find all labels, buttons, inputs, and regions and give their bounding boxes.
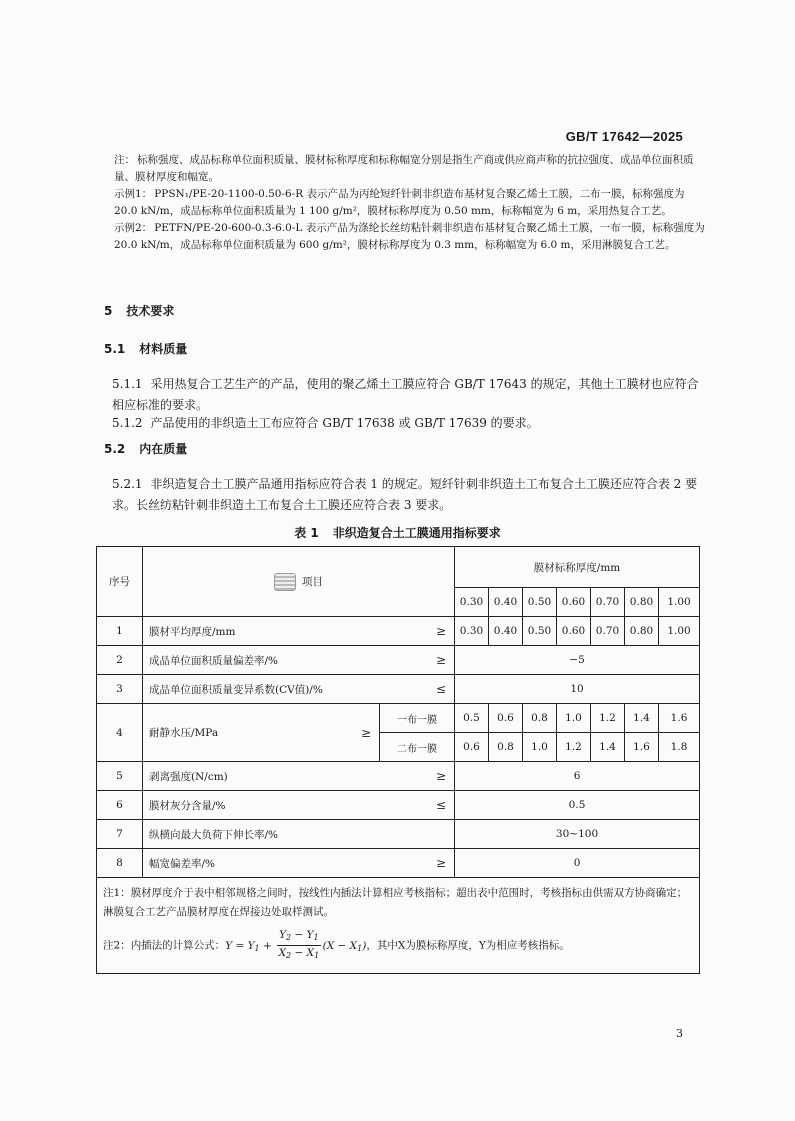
header-item xyxy=(143,547,455,617)
row-value: 1.2 xyxy=(591,704,625,733)
row-item-label: 幅宽偏差率/% xyxy=(149,857,216,870)
thickness-cell: 0.40 xyxy=(489,588,523,617)
row-value: 1.00 xyxy=(659,617,700,646)
row-item xyxy=(143,675,455,704)
row-value: 0.8 xyxy=(489,733,523,762)
section-number: 5.2 xyxy=(104,442,126,456)
row-value: 0.50 xyxy=(523,617,557,646)
row-value: 0.70 xyxy=(591,617,625,646)
clause-text: 非织造复合土工膜产品通用指标应符合表 1 的规定。短纤针刺非织造土工布复合土工膜还应符合表 2 要求。长丝纺粘针刺非织造土工布复合土工膜还应符合表 3 要求。 xyxy=(112,477,698,512)
row-value: 1.6 xyxy=(659,704,700,733)
table-notes-row xyxy=(97,878,700,974)
example1-paragraph xyxy=(114,186,706,220)
row-operator: ≤ xyxy=(435,798,446,812)
clause-5-1-2 xyxy=(112,413,708,434)
row-item-label: 膜材平均厚度/mm xyxy=(149,625,236,638)
row-item-label: 纵横向最大负荷下伸长率/% xyxy=(149,828,279,841)
row-operator: ≥ xyxy=(360,725,371,740)
formula-sub: 2 xyxy=(286,951,292,960)
clause-number: 5.2.1 xyxy=(112,477,143,491)
clause-5-2-1 xyxy=(112,474,708,516)
formula-term: Y xyxy=(279,929,287,941)
clause-text: 采用热复合工艺生产的产品，使用的聚乙烯土工膜应符合 GB/T 17643 的规定，其他土工膜材也应符合相应标准的要求。 xyxy=(112,377,699,412)
row-item xyxy=(143,762,455,791)
row-operator: ≥ xyxy=(435,653,446,667)
thickness-cell: 1.00 xyxy=(659,588,700,617)
thickness-cell: 0.80 xyxy=(625,588,659,617)
example2-paragraph xyxy=(114,220,706,254)
note2-suffix: ，其中X为膜标称厚度，Y为相应考核指标。 xyxy=(366,939,570,952)
formula-term: X xyxy=(278,947,287,959)
formula xyxy=(225,929,367,960)
clause-number: 5.1.2 xyxy=(112,416,143,430)
section-number: 5.1 xyxy=(104,342,126,356)
section-5-2-heading xyxy=(104,440,187,457)
row-item-label: 膜材灰分含量/% xyxy=(149,799,226,812)
row-item xyxy=(143,820,455,849)
table-row xyxy=(97,617,700,646)
row-value: 0 xyxy=(455,849,700,878)
standard-code: GB/T 17642—2025 xyxy=(565,129,683,144)
note1-label: 注1： xyxy=(103,887,131,899)
row-value: 1.8 xyxy=(659,733,700,762)
header-seq: 序号 xyxy=(97,547,143,617)
note-label: 注： xyxy=(114,154,135,166)
section-5-1-heading xyxy=(104,340,187,357)
row-value: 0.80 xyxy=(625,617,659,646)
row-item-label: 成品单位面积质量偏差率/% xyxy=(149,654,279,667)
clause-text: 产品使用的非织造土工布应符合 GB/T 17638 或 GB/T 17639 的要求。 xyxy=(150,416,539,430)
formula-sub: 1 xyxy=(314,951,320,960)
row-item-label: 剥离强度(N/cm) xyxy=(149,770,228,783)
page-number: 3 xyxy=(676,1027,683,1040)
fraction-numerator xyxy=(277,928,321,946)
formula-fraction xyxy=(277,928,321,963)
row-operator: ≥ xyxy=(435,856,446,870)
table-note-1 xyxy=(103,884,693,922)
example1-text: PPSN₁/PE-20-1100-0.50-6-R 表示产品为丙纶短纤针刺非织造布基材复合聚乙烯土工膜，二布一膜，标称强度为 20.0 kN/m，成品标称单位面积质量为 1 100 g/m²，膜材标称厚度为 0.50 mm，标称幅宽为 6 m，采用热复合工艺。 xyxy=(114,188,685,217)
example1-label: 示例1： xyxy=(114,188,153,200)
formula-plus: + xyxy=(259,939,276,952)
formula-sub: 1 xyxy=(357,943,363,953)
row-item xyxy=(143,849,455,878)
table-row xyxy=(97,762,700,791)
note-paragraph xyxy=(114,152,706,186)
row-item xyxy=(143,704,380,762)
row-operator: ≥ xyxy=(435,769,446,783)
section-title: 技术要求 xyxy=(126,304,175,318)
row-value: 0.8 xyxy=(523,704,557,733)
table-note-2 xyxy=(103,928,693,963)
row-subitem: 一布一膜 xyxy=(380,704,455,733)
table-notes xyxy=(97,878,700,974)
header-item-label: 项目 xyxy=(302,575,323,588)
row-value: 0.6 xyxy=(489,704,523,733)
table-header-row xyxy=(97,547,700,588)
table-row xyxy=(97,820,700,849)
row-seq: 3 xyxy=(97,675,143,704)
formula-term: − X xyxy=(291,947,315,959)
thickness-cell: 0.60 xyxy=(557,588,591,617)
row-value: 0.60 xyxy=(557,617,591,646)
row-item xyxy=(143,791,455,820)
row-value: 6 xyxy=(455,762,700,791)
table-title: 非织造复合土工膜通用指标要求 xyxy=(332,526,501,540)
table-row xyxy=(97,704,700,733)
formula-sub: 2 xyxy=(286,933,292,942)
example2-text: PETFN/PE-20-600-0.3-6.0-L 表示产品为涤纶长丝纺粘针刺非织造布基材复合聚乙烯土工膜，一布一膜，标称强度为 20.0 kN/m，成品标称单位面积质量为 600 g/m²，膜材标称厚度为 0.3 mm，标称幅宽为 6.0 m，采用淋膜复合工艺。 xyxy=(114,222,705,251)
thickness-cell: 0.50 xyxy=(523,588,557,617)
table-row xyxy=(97,675,700,704)
row-item xyxy=(143,646,455,675)
row-value: 30~100 xyxy=(455,820,700,849)
section-number: 5 xyxy=(104,304,113,318)
row-value: 1.6 xyxy=(625,733,659,762)
row-value: 1.2 xyxy=(557,733,591,762)
row-item xyxy=(143,617,455,646)
row-value: 1.0 xyxy=(557,704,591,733)
row-seq: 2 xyxy=(97,646,143,675)
row-value: 0.30 xyxy=(455,617,489,646)
clause-5-1-1 xyxy=(112,374,708,416)
row-operator: ≥ xyxy=(435,624,446,638)
section-title: 内在质量 xyxy=(139,442,188,456)
row-value: 1.0 xyxy=(523,733,557,762)
section-5-heading xyxy=(104,302,174,319)
thickness-cell: 0.70 xyxy=(591,588,625,617)
note2-label: 注2： xyxy=(103,939,131,952)
stamp-icon xyxy=(274,573,296,591)
row-value: 0.40 xyxy=(489,617,523,646)
table-row xyxy=(97,791,700,820)
clause-number: 5.1.1 xyxy=(112,377,143,391)
row-seq: 8 xyxy=(97,849,143,878)
row-value: 1.4 xyxy=(591,733,625,762)
row-value: 10 xyxy=(455,675,700,704)
table-row xyxy=(97,646,700,675)
row-seq: 4 xyxy=(97,704,143,762)
row-seq: 5 xyxy=(97,762,143,791)
table-caption xyxy=(0,524,795,541)
row-subitem: 二布一膜 xyxy=(380,733,455,762)
row-value: 0.5 xyxy=(455,791,700,820)
note2-prefix: 内插法的计算公式： xyxy=(130,939,226,952)
note-text: 标称强度、成品标称单位面积质量、膜材标称厚度和标称幅宽分别是指生产商或供应商声称的抗拉强度、成品单位面积质量、膜材厚度和幅宽。 xyxy=(114,154,694,183)
row-seq: 7 xyxy=(97,820,143,849)
formula-term: ) xyxy=(362,939,367,952)
fraction-denominator xyxy=(279,946,320,963)
table-row xyxy=(97,849,700,878)
note1-text: 膜材厚度介于表中相邻规格之间时，按线性内插法计算相应考核指标；超出表中范围时，考核指标由供需双方协商确定；淋膜复合工艺产品膜材厚度在焊接边处取样测试。 xyxy=(103,887,688,918)
formula-sub: 1 xyxy=(313,933,319,942)
row-item-label: 成品单位面积质量变异系数(CV值)/% xyxy=(149,683,323,696)
header-thickness-group: 膜材标称厚度/mm xyxy=(455,547,700,588)
table-number: 表 1 xyxy=(294,526,319,540)
formula-term: (X − X xyxy=(322,939,358,952)
thickness-cell: 0.30 xyxy=(455,588,489,617)
row-seq: 6 xyxy=(97,791,143,820)
formula-sub: 1 xyxy=(254,943,260,953)
row-value: −5 xyxy=(455,646,700,675)
row-value: 1.4 xyxy=(625,704,659,733)
row-operator: ≤ xyxy=(435,682,446,696)
row-seq: 1 xyxy=(97,617,143,646)
requirements-table xyxy=(96,546,700,974)
formula-term: − Y xyxy=(291,929,314,941)
section-title: 材料质量 xyxy=(139,342,188,356)
row-item-label: 耐静水压/MPa xyxy=(149,727,219,739)
formula-lhs: Y = Y xyxy=(225,939,255,952)
notes-block xyxy=(114,152,706,277)
row-value: 0.5 xyxy=(455,704,489,733)
example2-label: 示例2： xyxy=(114,222,153,234)
row-value: 0.6 xyxy=(455,733,489,762)
